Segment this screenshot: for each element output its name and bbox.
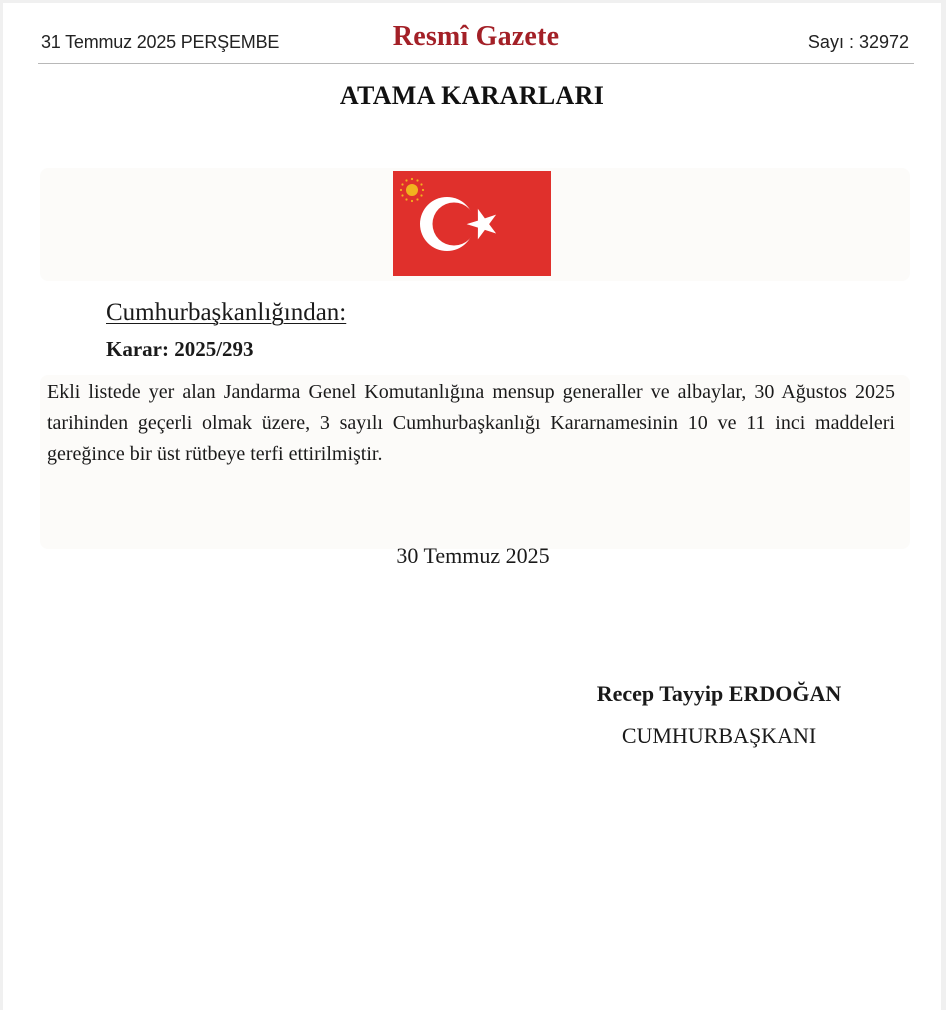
- publication-title: Resmî Gazete: [392, 21, 560, 52]
- header-date: 31 Temmuz 2025 PERŞEMBE: [41, 32, 280, 52]
- decision-date: 30 Temmuz 2025: [396, 543, 550, 568]
- gazette-header: [38, 21, 914, 64]
- decision-number: Karar: 2025/293: [106, 337, 254, 361]
- section-title: ATAMA KARARLARI: [339, 81, 605, 110]
- signatory-name: Recep Tayyip ERDOĞAN: [596, 681, 842, 706]
- turkish-presidential-flag-icon: [393, 171, 551, 276]
- signatory-title: CUMHURBAŞKANI: [621, 723, 817, 748]
- document-page: [3, 3, 941, 1010]
- decision-body: Ekli listede yer alan Jandarma Genel Komutanlığına mensup generaller ve albaylar, 30 Ağustos 2025 tarihinden geçerli olmak üzere, 3 sayılı Cumhurbaşkanlığı Kararnamesinin 10 ve 11 inci maddeleri gereğince bir üst rütbeye terfi ettirilmiştir.: [47, 381, 895, 465]
- issuer-heading: Cumhurbaşkanlığından:: [106, 299, 347, 326]
- issue-number: Sayı : 32972: [807, 32, 909, 52]
